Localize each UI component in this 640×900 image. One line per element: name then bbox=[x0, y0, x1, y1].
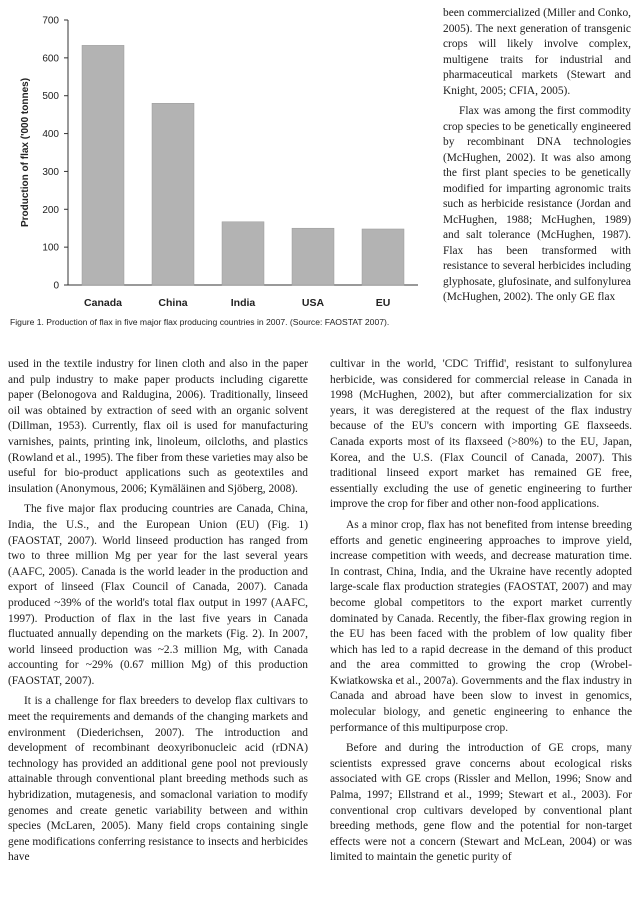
paragraph: been commercialized (Miller and Conko, 2005). The next generation of transgenic crops will likely involve complex, multigene traits for industrial and pharmaceutical markets (Stewart and Knight, 2005; CFIA, 2005). bbox=[443, 7, 631, 97]
y-tick-label: 600 bbox=[42, 53, 59, 65]
y-tick-label: 300 bbox=[42, 166, 59, 178]
paragraph: The five major flax producing countries are Canada, China, India, the U.S., and the European Union (EU) (Fig. 1) (FAOSTAT, 2007). World linseed production has ranged from two to three million Mg per year for the last several years (AAFC, 2005). Canada is the world leader in the production and export of linseed (Flax Council of Canada, 2007). Canada produced ~39% of the world's total flax output in 1997 (AAFC, 1997). Production of flax in the last five years in Canada fluctuated annually depending on the markets (Fig. 2). In 2007, world linseed production was ~2.3 million Mg, with Canada accounting for ~29% (0.67 million Mg) of this production (FAOSTAT, 2007). bbox=[8, 503, 308, 687]
y-tick-label: 0 bbox=[53, 280, 59, 292]
y-tick-label: 700 bbox=[42, 15, 59, 27]
y-tick-label: 400 bbox=[42, 129, 59, 141]
paragraph: It is a challenge for flax breeders to develop flax cultivars to meet the requirements and demands of the changing markets and environment (Diederichsen, 2007). The introduction and development of recombinant deoxyribonucleic acid (rDNA) technology has provided an additional gene pool not previously attainable through conventional plant breeding methods such as hybridization, mutagenesis, and somaclonal variation to modify genomes and create genetic variability between and within species (McLaren, 2005). Many field crops containing single gene modifications conferring resistance to insects and herbicides have bbox=[8, 695, 308, 864]
paragraph: Flax was among the first commodity crop species to be genetically engineered by recombinant DNA technologies (McHughen, 2002). It was also among the first plant species to be genetically modified for imparting agronomic traits such as herbicide resistance (Jordan and McHughen, 1988; McHughen, 1989) and salt tolerance (McHughen, 1987). Flax has been transformed with resistance to several herbicides including glyphosate, glufosinate, and sulfonylurea (McHughen, 2002). The only GE flax bbox=[443, 105, 631, 303]
y-tick-label: 100 bbox=[42, 242, 59, 254]
figure-caption: Figure 1. Production of flax in five major flax producing countries in 2007. (Source: FAOSTAT 2007). bbox=[10, 317, 390, 327]
bar-chart bbox=[8, 8, 428, 308]
paragraph: cultivar in the world, 'CDC Triffid', resistant to sulfonylurea herbicide, was considered for commercial release in Canada in 1998 (McHughen, 2002), but after commercialization for six years, it was deregistered at the request of the flax industry because of the EU's concern with importing GE flaxseeds. Canada exports most of its flaxseed (>80%) to the EU, Japan, Korea, and the U.S. (Flax Council of Canada, 2007). This traditional linseed export market has remained GE free, essentially excluding the use of genetic engineering to further improve the crop for fiber and other non-food applications. bbox=[330, 358, 632, 511]
paragraph: As a minor crop, flax has not benefited from intense breeding efforts and genetic engineering approaches to improve yield, increase competition with weeds, and decrease maturation time. In contrast, China, India, and the Ukraine have recently adopted large-scale flax production strategies (FAOSTAT, 2007) and may become global competitors to the export market currently dominated by Canada. Recently, the fiber-flax growing region in the EU has been faced with the problem of low quality fiber which has led to a rapid decrease in the demand of this product and the area committed to growing the crop (Wrobel-Kwiatkowska et al., 2007a). Governments and the flax industry in Canada and abroad have been slow to invest in genomics, molecular biology, and genetic engineering to enhance the performance of this multipurpose crop. bbox=[330, 518, 632, 734]
bar-china bbox=[152, 103, 194, 285]
text-column-left bbox=[8, 357, 308, 866]
bar-canada bbox=[82, 45, 124, 285]
paragraph: used in the textile industry for linen cloth and also in the paper and pulp industry to make paper products including cigarette paper (Belonogova and Raldugina, 2006). Traditionally, linseed oil was obtained by extraction of seed with an organic solvent (Dillman, 1953). Currently, flax oil is used for manufacturing varnishes, paints, printing ink, linoleum, oilcloths, and plastics (Rowland et al., 1995). The fiber from these varieties may also be useful for bio-product applications such as geotextiles and insulation (Anonymous, 2006; Kymäläinen and Sjöberg, 2008). bbox=[8, 358, 308, 495]
x-tick-label: USA bbox=[301, 297, 325, 308]
bar-india bbox=[222, 222, 264, 285]
figure-1 bbox=[8, 8, 428, 330]
y-tick-label: 500 bbox=[42, 91, 59, 103]
x-tick-label: Canada bbox=[84, 297, 122, 308]
y-axis-label: Production of flax ('000 tonnes) bbox=[20, 77, 31, 228]
x-tick-label: India bbox=[230, 297, 256, 308]
x-tick-label: EU bbox=[375, 297, 391, 308]
bar-usa bbox=[292, 228, 334, 285]
paragraph: Before and during the introduction of GE crops, many scientists expressed grave concerns about ecological risks associated with GE crops (Rissler and Mellon, 1996; Snow and Palma, 1997; Ellstrand et al., 1999; Stewart et al., 2003). For conventional crop cultivars developed by conventional plant breeding methods, gene flow and the potential for non-target effects were not a concern (Stewart and McLean, 2004) or was limited to maintain the genetic purity of bbox=[330, 742, 632, 864]
y-tick-label: 200 bbox=[42, 204, 59, 216]
x-tick-label: China bbox=[158, 297, 188, 308]
text-column-right bbox=[330, 357, 632, 866]
bar-eu bbox=[362, 229, 404, 285]
text-column-top-right bbox=[443, 6, 631, 306]
